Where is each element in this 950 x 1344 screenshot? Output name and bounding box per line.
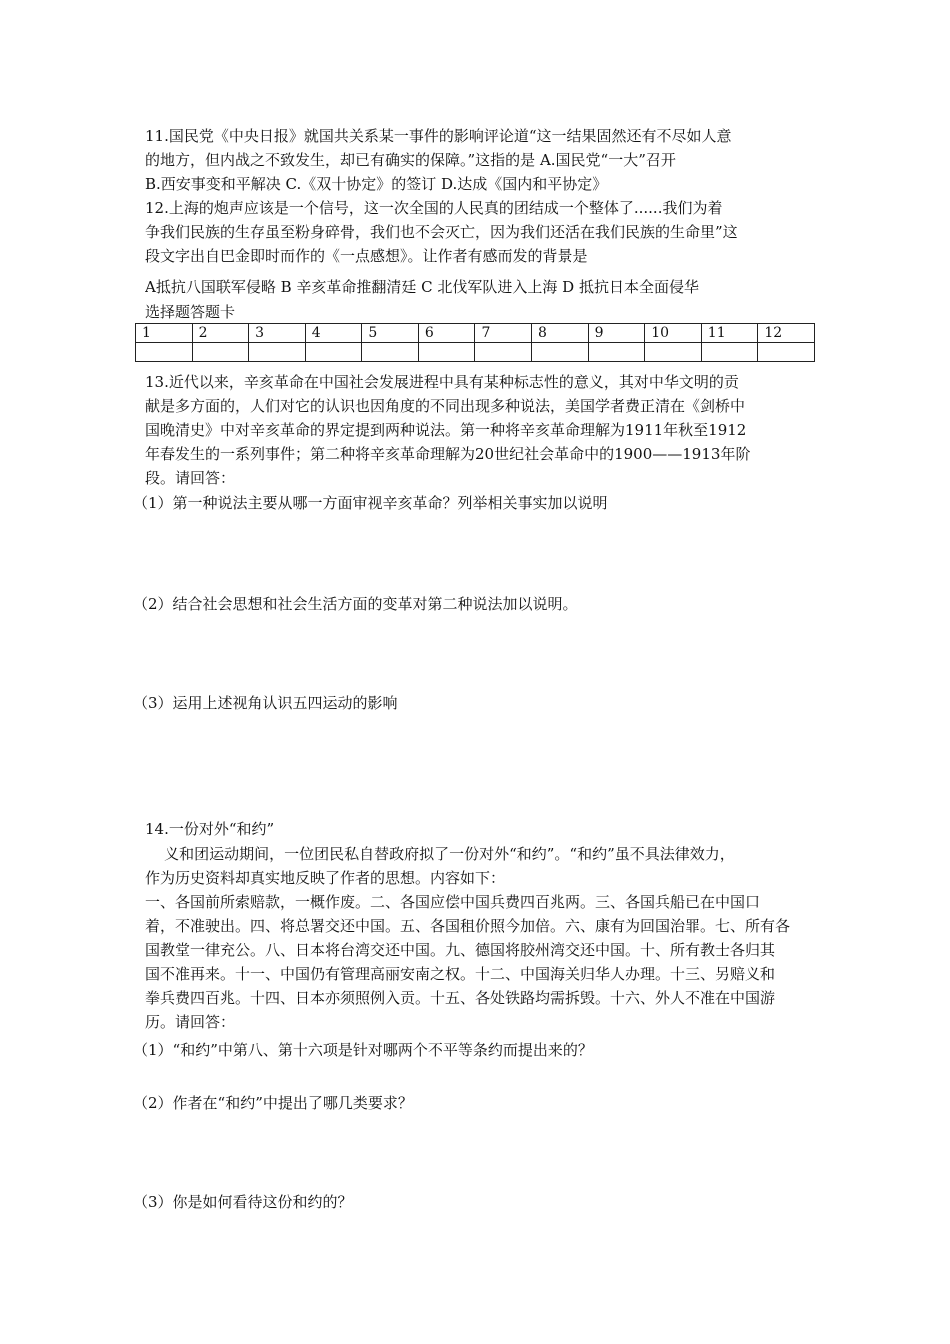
q13-line-4: 年春发生的一系列事件；第二种将辛亥革命理解为20世纪社会革命中的1900——1913年阶 <box>145 445 751 463</box>
answer-card-blank[interactable] <box>192 343 249 362</box>
answer-card-blank[interactable] <box>362 343 419 362</box>
answer-card-number-row <box>136 324 815 343</box>
q13-line-2: 献是多方面的，人们对它的认识也因角度的不同出现多种说法，美国学者费正清在《剑桥中 <box>145 397 746 415</box>
q13-line-5: 段。请回答： <box>145 469 236 487</box>
answer-card-number: 5 <box>362 324 419 343</box>
answer-card-title: 选择题答题卡 <box>145 303 236 321</box>
answer-card-number: 11 <box>701 324 758 343</box>
answer-card-blank[interactable] <box>136 343 193 362</box>
answer-card-blank[interactable] <box>532 343 589 362</box>
q14-line-7: 拳兵费四百兆。十四、日本亦须照例入贡。十五、各处铁路均需拆毁。十六、外人不准在中国游 <box>145 989 776 1007</box>
answer-card-number: 9 <box>588 324 645 343</box>
q14-line-6: 国不准再来。十一、中国仍有管理高丽安南之权。十二、中国海关归华人办理。十三、另赔义和 <box>145 965 776 983</box>
q13-line-1: 13.近代以来，辛亥革命在中国社会发展进程中具有某种标志性的意义，其对中华文明的贡 <box>145 373 739 391</box>
q12-line-1: 12.上海的炮声应该是一个信号，这一次全国的人民真的团结成一个整体了......我们为着 <box>145 199 723 217</box>
answer-card-number: 2 <box>192 324 249 343</box>
answer-card-blank[interactable] <box>645 343 702 362</box>
q11-line-2: 的地方，但内战之不致发生，却已有确实的保障。”这指的是 A.国民党“一大”召开 <box>145 151 676 169</box>
answer-card-blank[interactable] <box>418 343 475 362</box>
answer-card-blank[interactable] <box>305 343 362 362</box>
q13-subquestion-1: （1）第一种说法主要从哪一方面审视辛亥革命？列举相关事实加以说明 <box>133 494 608 512</box>
answer-card-number: 7 <box>475 324 532 343</box>
answer-card-answer-row <box>136 343 815 362</box>
answer-card-number: 3 <box>249 324 306 343</box>
answer-card-number: 6 <box>418 324 475 343</box>
q14-title: 14.一份对外“和约” <box>145 820 275 838</box>
q14-subquestion-3: （3）你是如何看待这份和约的？ <box>133 1193 353 1211</box>
answer-card-number: 10 <box>645 324 702 343</box>
q14-subquestion-2: （2）作者在“和约”中提出了哪几类要求？ <box>133 1094 413 1112</box>
answer-card-blank[interactable] <box>249 343 306 362</box>
q14-line-1: 义和团运动期间，一位团民私自替政府拟了一份对外“和约”。“和约”虽不具法律效力， <box>145 845 735 863</box>
answer-card-number: 8 <box>532 324 589 343</box>
answer-card-table <box>135 323 815 362</box>
answer-card-number: 1 <box>136 324 193 343</box>
answer-card-blank[interactable] <box>475 343 532 362</box>
q14-line-2: 作为历史资料却真实地反映了作者的思想。内容如下： <box>145 869 506 887</box>
answer-card-blank[interactable] <box>758 343 815 362</box>
q13-subquestion-3: （3）运用上述视角认识五四运动的影响 <box>133 694 398 712</box>
answer-card-number: 4 <box>305 324 362 343</box>
q14-line-3: 一、各国前所索赔款，一概作废。二、各国应偿中国兵费四百兆两。三、各国兵船已在中国口 <box>145 893 761 911</box>
q11-line-1: 11.国民党《中央日报》就国共关系某一事件的影响评论道“这一结果固然还有不尽如人意 <box>145 127 732 145</box>
q12-line-2: 争我们民族的生存虽至粉身碎骨，我们也不会灭亡，因为我们还活在我们民族的生命里”这 <box>145 223 738 241</box>
q14-line-8: 历。请回答： <box>145 1013 236 1031</box>
q13-subquestion-2: （2）结合社会思想和社会生活方面的变革对第二种说法加以说明。 <box>133 595 578 613</box>
q14-subquestion-1: （1）“和约”中第八、第十六项是针对哪两个不平等条约而提出来的？ <box>133 1041 593 1059</box>
answer-card-blank[interactable] <box>701 343 758 362</box>
answer-card-number: 12 <box>758 324 815 343</box>
q14-line-5: 国教堂一律充公。八、日本将台湾交还中国。九、德国将胶州湾交还中国。十、所有教士各归其 <box>145 941 776 959</box>
q13-line-3: 国晚清史》中对辛亥革命的界定提到两种说法。第一种将辛亥革命理解为1911年秋至1912 <box>145 421 747 439</box>
answer-card-blank[interactable] <box>588 343 645 362</box>
q12-options: A抵抗八国联军侵略 B 辛亥革命推翻清廷 C 北伐军队进入上海 D 抵抗日本全面侵华 <box>145 278 699 296</box>
q12-line-3: 段文字出自巴金即时而作的《一点感想》。让作者有感而发的背景是 <box>145 247 588 265</box>
q14-line-4: 着，不准驶出。四、将总署交还中国。五、各国租价照今加倍。六、康有为回国治罪。七、所有各 <box>145 917 791 935</box>
q11-line-3: B.西安事变和平解决 C.《双十协定》的签订 D.达成《国内和平协定》 <box>145 175 608 193</box>
